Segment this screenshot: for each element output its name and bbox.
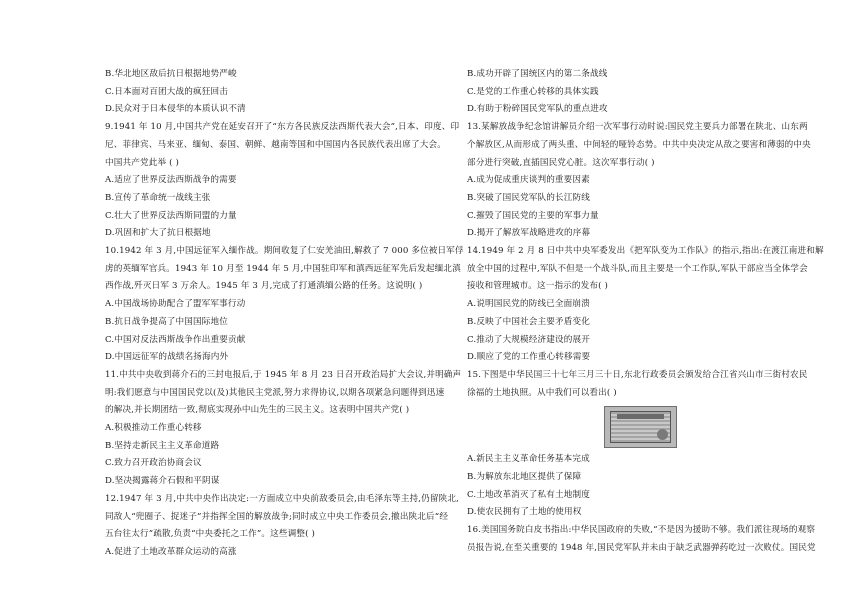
text-line: D.中国远征军的战绩名扬海内外 [105,352,229,363]
text-line: 徐福的土地执照。从中我们可以看出( ) [467,387,617,398]
text-line: 的解决,并长期团结一致,彻底实现孙中山先生的三民主义。这表明中国共产党( ) [105,405,410,416]
text-line: 员报告说,在至关重要的 1948 年,国民党军队并未由于缺乏武器弹药吃过一次败仗。国民党 [467,542,816,553]
text-line: C.推动了大规模经济建设的展开 [467,334,590,345]
text-line: 15.下图是中华民国三十七年三月三十日,东北行政委员会颁发给合江省兴山市三街村农民 [467,369,808,380]
text-line: 同敌人“兜圈子、捉迷子”并指挥全国的解放战争;同时成立中央工作委员会,撤出陕北后“经 [105,511,449,522]
right-column-top [467,66,824,402]
text-line: A.新民主主义革命任务基本完成 [467,454,590,465]
text-line: B.成功开辟了国统区内的第二条战线 [467,69,608,79]
land-certificate-figure [467,402,817,451]
text-line: A.适应了世界反法西斯战争的需要 [105,175,237,186]
text-line: A.积极推动工作重心转移 [105,423,202,434]
text-line: C.日本面对百团大战的疯狂回击 [105,86,228,97]
text-line: 五台往太行”疏散,负责“中央委托之工作”。这些调整( ) [105,529,316,540]
text-line: 13.某解放战争纪念馆讲解员介绍一次军事行动时说:国民党主要兵力部署在陕北、山东两 [467,122,808,133]
text-line: B.抗日战争提高了中国国际地位 [105,316,229,327]
text-line: A.促进了土地改革群众运动的高涨 [105,546,237,557]
text-line: 12.1947 年 3 月,中共中央作出决定:一方面成立中央前敌委员会,由毛泽东等主持,仍留陕北, [105,493,459,504]
text-line: D.顺应了党的工作重心转移需要 [467,352,591,363]
right-column-bottom [467,451,817,557]
land-certificate-image [604,406,677,448]
text-line: D.坚决揭露蒋介石假和平阴谋 [105,476,220,487]
text-line: D.民众对于日本侵华的本质认识不清 [105,104,246,115]
text-line: C.是党的工作重心转移的具体实践 [467,86,599,97]
text-line: 个解放区,从而形成了两头重、中间轻的哑铃态势。中共中央决定从敌之要害和薄弱的中央 [467,139,811,150]
text-line: 虏的英缅军官兵。1943 年 10 月至 1944 年 5 月,中国驻印军和滇西远征军先后发起缅北滇 [105,263,461,274]
text-line: 部分进行突破,直插国民党心脏。这次军事行动( ) [467,157,655,168]
left-column [105,66,464,562]
text-line: C.土地改革消灭了私有土地制度 [467,489,590,500]
text-line: 明:我们愿意与中国国民党以(及)其他民主党派,努力求得协议,以期各项紧急问题得到迅速 [105,387,445,398]
text-line: 10.1942 年 3 月,中国远征军入缅作战。期间收复了仁安羌油田,解救了 7 000 多位被日军俘 [105,246,464,257]
text-line: C.中国对反法西斯战争作出重要贡献 [105,334,246,345]
text-line: C.壮大了世界反法西斯同盟的力量 [105,210,237,221]
text-line: C.致力召开政治协商会议 [105,458,202,469]
right-column [467,66,824,558]
text-line: D.巩固和扩大了抗日根据地 [105,228,211,239]
text-line: B.反映了中国社会主要矛盾变化 [467,316,591,327]
text-line: 尼、菲律宾、马来亚、缅甸、泰国、朝鲜、越南等国和中国国内各民族代表出席了大会。 [105,139,447,150]
text-line: 放全中国的过程中,军队不但是一个战斗队,而且主要是一个工作队,军队干部应当全体学会 [467,263,808,274]
text-line: C.摧毁了国民党的主要的军事力量 [467,210,599,221]
text-line: B.为解放东北地区提供了保障 [467,472,582,483]
text-line: 西作战,歼灭日军 3 万余人。1945 年 3 月,完成了打通滇缅公路的任务。这说明( ) [105,281,423,292]
text-line: B.宣传了革命统一战线主张 [105,192,211,203]
text-line: 16.美国国务院白皮书指出:中华民国政府的失败,“不是因为援助不够。我们派往现场的观察 [467,525,816,536]
text-line: 接收和管理城市。这一指示的发布( ) [467,281,609,292]
text-line: D.揭开了解放军战略进攻的序幕 [467,228,591,239]
text-line: B.华北地区敌后抗日根据地势严峻 [105,69,237,79]
text-line: 中国共产党此举 ( ) [105,157,179,168]
text-line: 14.1949 年 2 月 8 日中共中央军委发出《把军队变为工作队》的指示,指出:在渡江南进和解 [467,246,824,257]
text-line: A.成为促成重庆谈判的重要因素 [467,175,590,186]
text-line: B.坚持走新民主主义革命道路 [105,440,220,451]
text-line: D.使农民拥有了土地的使用权 [467,507,582,518]
text-line: 9.1941 年 10 月,中国共产党在延安召开了“东方各民族反法西斯代表大会”,日本、印度、印 [105,122,460,133]
text-line: D.有助于粉碎国民党军队的重点进攻 [467,104,608,115]
text-line: A.说明国民党的防线已全面崩溃 [467,299,590,310]
text-line: A.中国战场协助配合了盟军军事行动 [105,299,246,310]
text-line: B.突破了国民党军队的长江防线 [467,192,591,203]
text-line: 11.中共中央收到蒋介石的三封电报后,于 1945 年 8 月 23 日召开政治局扩大会议,并明确声 [105,369,462,380]
